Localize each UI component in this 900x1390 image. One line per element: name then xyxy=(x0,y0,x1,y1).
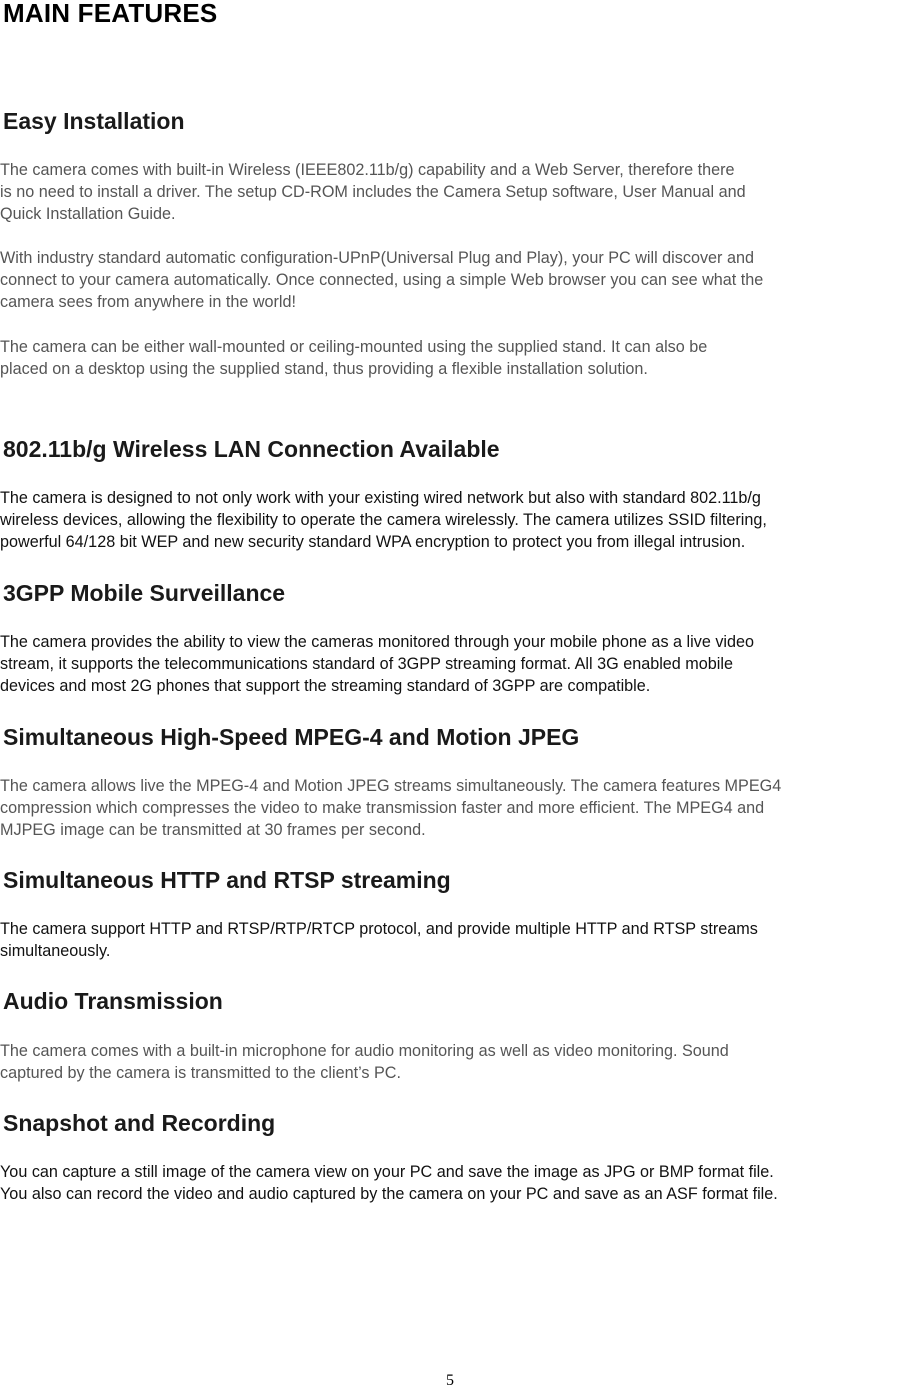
paragraph-mpeg4-mjpeg: The camera allows live the MPEG-4 and Motion JPEG streams simultaneously. The camera features MPEG4 compression which compresses the video to make transmission faster and more efficient. The MPEG4 and MJPEG image can be transmitted at 30 frames per second. xyxy=(0,777,782,839)
paragraph-easy-installation-3: The camera can be either wall-mounted or ceiling-mounted using the supplied stand. It can also be placed on a desktop using the supplied stand, thus providing a flexible installation solution. xyxy=(0,338,708,378)
section-heading-snapshot: Snapshot and Recording xyxy=(3,1110,276,1136)
paragraph-snapshot: You can capture a still image of the camera view on your PC and save the image as JPG or BMP format file. You also can record the video and audio captured by the camera on your PC and save as an ASF format file. xyxy=(0,1163,778,1203)
paragraph-easy-installation-1: The camera comes with built-in Wireless (IEEE802.11b/g) capability and a Web Server, therefore there is no need to install a driver. The setup CD-ROM includes the Camera Setup software, User Manual and Quick Installation Guide. xyxy=(0,161,746,223)
page-title: MAIN FEATURES xyxy=(3,0,218,28)
section-heading-easy-installation: Easy Installation xyxy=(3,108,185,134)
paragraph-http-rtsp: The camera support HTTP and RTSP/RTP/RTCP protocol, and provide multiple HTTP and RTSP streams simultaneously. xyxy=(0,920,758,960)
section-heading-wireless-lan: 802.11b/g Wireless LAN Connection Available xyxy=(3,436,500,462)
page-number: 5 xyxy=(446,1372,454,1389)
section-heading-audio: Audio Transmission xyxy=(3,988,223,1014)
section-heading-mpeg4-mjpeg: Simultaneous High-Speed MPEG-4 and Motion JPEG xyxy=(3,724,580,750)
paragraph-easy-installation-2: With industry standard automatic configuration-UPnP(Universal Plug and Play), your PC will discover and connect to your camera automatically. Once connected, using a simple Web browser you can see what the camera sees from anywhere in the world! xyxy=(0,249,764,311)
section-heading-http-rtsp: Simultaneous HTTP and RTSP streaming xyxy=(3,867,451,893)
paragraph-audio: The camera comes with a built-in microphone for audio monitoring as well as video monitoring. Sound captured by the camera is transmitted to the client’s PC. xyxy=(0,1042,729,1082)
paragraph-3gpp: The camera provides the ability to view the cameras monitored through your mobile phone as a live video stream, it supports the telecommunications standard of 3GPP streaming format. All 3G enabled mobile devices and most 2G phones that support the streaming standard of 3GPP are compatible. xyxy=(0,633,755,695)
section-heading-3gpp: 3GPP Mobile Surveillance xyxy=(3,580,286,606)
paragraph-wireless-lan: The camera is designed to not only work with your existing wired network but also with standard 802.11b/g wireless devices, allowing the flexibility to operate the camera wirelessly. The camera utilizes SSID filtering, powerful 64/128 bit WEP and new security standard WPA encryption to protect you from illegal intrusion. xyxy=(0,489,767,551)
